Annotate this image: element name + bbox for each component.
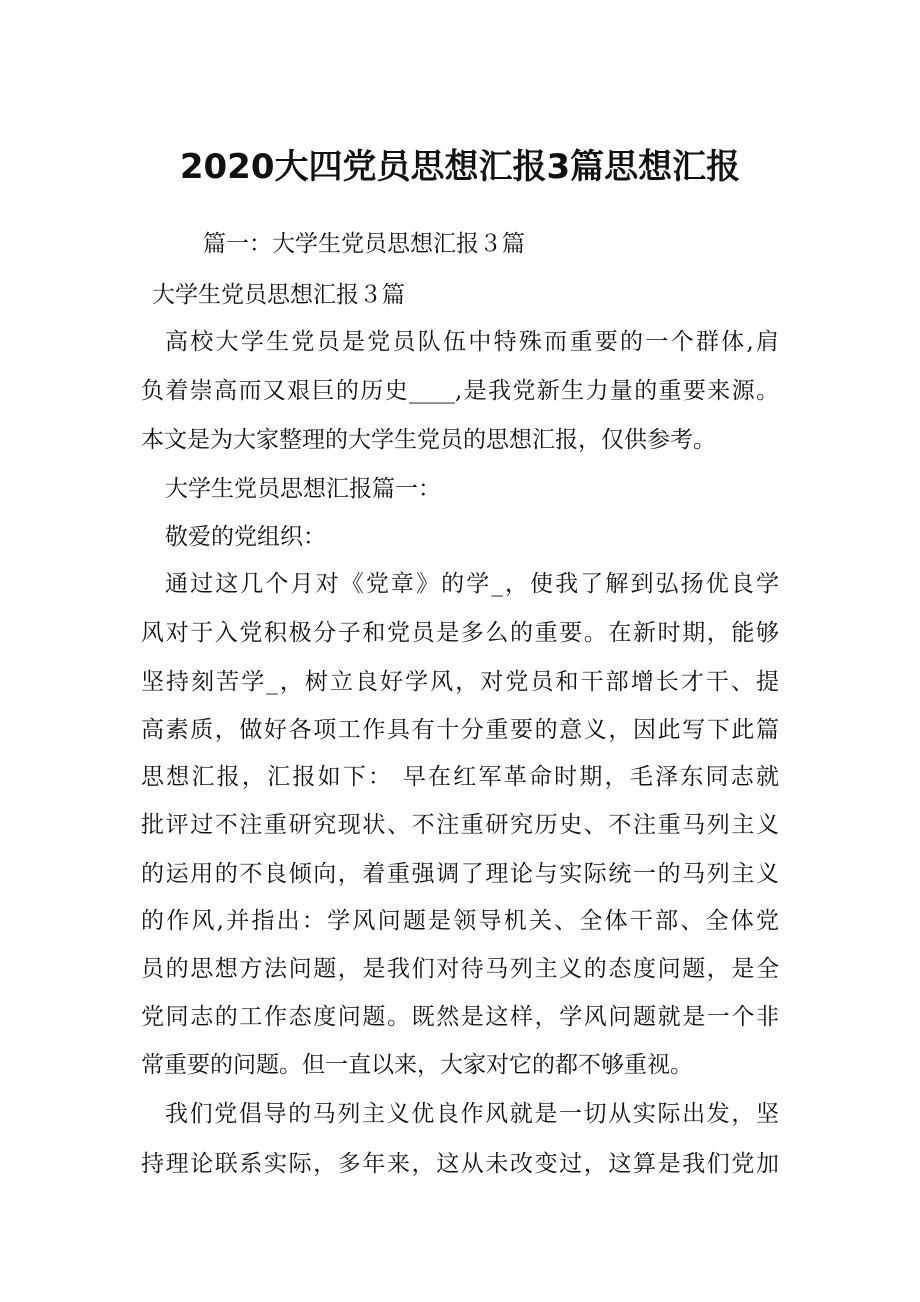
paragraph-line: 批评过不注重研究现状、不注重研究历史、不注重马列主义 (141, 812, 779, 838)
paragraph-line: 的作风,并指出：学风问题是领导机关、全体干部、全体党 (141, 908, 779, 934)
paragraph-line: 我们党倡导的马列主义优良作风就是一切从实际出发，坚 (165, 1101, 779, 1127)
intro-line: 本文是为大家整理的大学生党员的思想汇报，仅供参考。 (141, 427, 716, 453)
salutation: 敬爱的党组织： (165, 524, 326, 550)
subheading-repeat: 大学生党员思想汇报３篇 (152, 282, 405, 308)
paragraph-line: 风对于入党积极分子和党员是多么的重要。在新时期，能够 (141, 620, 779, 646)
paragraph-line: 坚持刻苦学_，树立良好学风，对党员和干部增长才干、提 (141, 669, 779, 695)
paragraph-line: 通过这几个月对《党章》的学_，使我了解到弘扬优良学 (165, 571, 779, 597)
subheading-part-one: 篇一：大学生党员思想汇报３篇 (203, 231, 525, 257)
paragraph-line: 的运用的不良倾向，着重强调了理论与实际统一的马列主义 (141, 861, 779, 887)
section-heading: 大学生党员思想汇报篇一： (165, 476, 441, 502)
intro-line: 负着崇高而又艰巨的历史____,是我党新生力量的重要来源。 (141, 378, 779, 404)
intro-line: 高校大学生党员是党员队伍中特殊而重要的一个群体,肩 (165, 329, 779, 355)
document-title: 2020大四党员思想汇报3篇思想汇报 (179, 147, 741, 187)
paragraph-line: 持理论联系实际，多年来，这从未改变过，这算是我们党加 (141, 1151, 779, 1177)
paragraph-line: 员的思想方法问题，是我们对待马列主义的态度问题，是全 (141, 956, 779, 982)
paragraph-line: 常重要的问题。但一直以来，大家对它的都不够重视。 (141, 1052, 693, 1078)
paragraph-line: 高素质，做好各项工作具有十分重要的意义，因此写下此篇 (141, 717, 779, 743)
paragraph-line: 党同志的工作态度问题。既然是这样，学风问题就是一个非 (141, 1004, 779, 1030)
paragraph-line: 思想汇报，汇报如下： 早在红军革命时期，毛泽东同志就 (141, 764, 779, 790)
